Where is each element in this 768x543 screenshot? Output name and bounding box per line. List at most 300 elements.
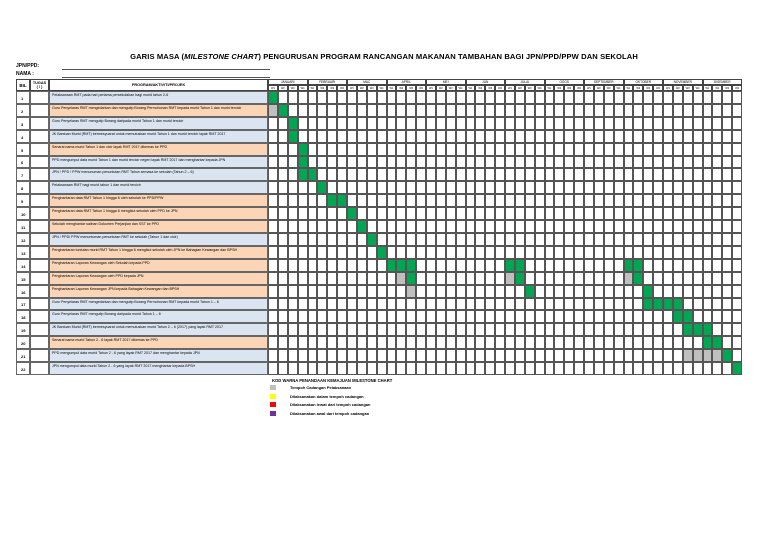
- timeline-cell: [347, 233, 357, 246]
- timeline-cell: [633, 285, 643, 298]
- timeline-cell: [456, 130, 466, 143]
- timeline-cell: [683, 91, 693, 104]
- timeline-cell: [554, 323, 564, 336]
- timeline-cell: [278, 156, 288, 169]
- timeline-cell: [436, 362, 446, 375]
- timeline-cell: [377, 323, 387, 336]
- timeline-cell: [594, 272, 604, 285]
- timeline-cell: [633, 272, 643, 285]
- timeline-cell: [357, 336, 367, 349]
- timeline-cell: [367, 143, 377, 156]
- timeline-cell: [456, 104, 466, 117]
- timeline-cell: [317, 272, 327, 285]
- timeline-cell: [377, 143, 387, 156]
- row-number: 6: [16, 156, 30, 169]
- timeline-cell: [505, 168, 515, 181]
- timeline-cell: [722, 285, 732, 298]
- timeline-cell: [554, 285, 564, 298]
- timeline-cell: [475, 246, 485, 259]
- timeline-cell: [495, 220, 505, 233]
- timeline-cell: [614, 336, 624, 349]
- timeline-cell: [337, 246, 347, 259]
- timeline-cell: [614, 323, 624, 336]
- timeline-cell: [633, 362, 643, 375]
- timeline-cell: [268, 156, 278, 169]
- timeline-cell: [446, 143, 456, 156]
- timeline-cell: [436, 233, 446, 246]
- timeline-cell: [495, 156, 505, 169]
- timeline-cell: [298, 104, 308, 117]
- timeline-cell: [308, 104, 318, 117]
- timeline-cell: [475, 130, 485, 143]
- timeline-cell: [327, 362, 337, 375]
- timeline-cell: [377, 220, 387, 233]
- timeline-cell: [347, 272, 357, 285]
- timeline-cell: [495, 285, 505, 298]
- timeline-cell: [722, 323, 732, 336]
- timeline-cell: [308, 285, 318, 298]
- timeline-cell: [327, 272, 337, 285]
- task-description: Penghantaran data RMT Tahun 1 hingga 6 oleh sekolah ke PPD/PPW: [49, 194, 268, 207]
- timeline-cell: [357, 246, 367, 259]
- timeline-cell: [495, 246, 505, 259]
- timeline-cell: [584, 168, 594, 181]
- timeline-cell: [377, 310, 387, 323]
- timeline-cell: [604, 104, 614, 117]
- timeline-cell: [436, 246, 446, 259]
- timeline-cell: [525, 323, 535, 336]
- week-header: W3: [327, 85, 337, 91]
- timeline-cell: [624, 362, 634, 375]
- timeline-cell: [633, 336, 643, 349]
- timeline-cell: [396, 207, 406, 220]
- timeline-cell: [357, 156, 367, 169]
- task-description: Penghantaran Laporan Kewangan oleh Sekolah kepada PPD: [49, 259, 268, 272]
- timeline-cell: [614, 207, 624, 220]
- timeline-cell: [722, 130, 732, 143]
- timeline-cell: [308, 117, 318, 130]
- timeline-cell: [347, 246, 357, 259]
- timeline-cell: [347, 91, 357, 104]
- timeline-cell: [663, 310, 673, 323]
- timeline-cell: [525, 246, 535, 259]
- timeline-cell: [357, 168, 367, 181]
- timeline-cell: [268, 194, 278, 207]
- timeline-cell: [712, 362, 722, 375]
- timeline-cell: [485, 310, 495, 323]
- timeline-cell: [643, 310, 653, 323]
- week-header: W4: [416, 85, 426, 91]
- timeline-cell: [436, 194, 446, 207]
- task-description: Guru Penyelaras RMT mengutip Borang daripada murid Tahun 1 dan murid tercicir: [49, 117, 268, 130]
- timeline-cell: [317, 362, 327, 375]
- timeline-cell: [377, 91, 387, 104]
- timeline-cell: [387, 91, 397, 104]
- timeline-cell: [663, 117, 673, 130]
- timeline-cell: [712, 298, 722, 311]
- timeline-cell: [288, 349, 298, 362]
- timeline-cell: [317, 181, 327, 194]
- timeline-cell: [495, 362, 505, 375]
- week-header: W3: [564, 85, 574, 91]
- timeline-cell: [545, 336, 555, 349]
- timeline-cell: [525, 117, 535, 130]
- task-description: Penghantaran Laporan Kewangan JPN kepada Bahagian Kewangan dan BPSH: [49, 285, 268, 298]
- timeline-cell: [594, 362, 604, 375]
- week-header: W4: [337, 85, 347, 91]
- timeline-cell: [505, 181, 515, 194]
- timeline-cell: [347, 194, 357, 207]
- timeline-cell: [584, 349, 594, 362]
- timeline-cell: [268, 117, 278, 130]
- timeline-cell: [712, 323, 722, 336]
- week-header: W1: [426, 85, 436, 91]
- timeline-cell: [604, 349, 614, 362]
- timeline-cell: [456, 156, 466, 169]
- timeline-cell: [604, 336, 614, 349]
- task-description: JPN / PPD / PPW menunuman penuntutan RMT Tahun semasa ke sekolah (Tahun 2 – 6): [49, 168, 268, 181]
- timeline-cell: [594, 207, 604, 220]
- timeline-cell: [446, 323, 456, 336]
- tugas-cell: [30, 168, 49, 181]
- timeline-cell: [505, 104, 515, 117]
- timeline-cell: [535, 194, 545, 207]
- timeline-cell: [367, 194, 377, 207]
- timeline-cell: [525, 156, 535, 169]
- timeline-cell: [653, 259, 663, 272]
- timeline-cell: [416, 349, 426, 362]
- timeline-cell: [337, 285, 347, 298]
- week-header: W4: [456, 85, 466, 91]
- timeline-cell: [317, 168, 327, 181]
- timeline-cell: [466, 181, 476, 194]
- timeline-cell: [387, 298, 397, 311]
- timeline-cell: [594, 143, 604, 156]
- timeline-cell: [703, 246, 713, 259]
- timeline-cell: [416, 233, 426, 246]
- timeline-cell: [673, 207, 683, 220]
- timeline-cell: [663, 336, 673, 349]
- timeline-cell: [545, 362, 555, 375]
- timeline-cell: [554, 194, 564, 207]
- timeline-cell: [347, 349, 357, 362]
- timeline-cell: [564, 130, 574, 143]
- timeline-cell: [308, 323, 318, 336]
- timeline-cell: [545, 285, 555, 298]
- timeline-cell: [337, 168, 347, 181]
- timeline-cell: [712, 310, 722, 323]
- timeline-cell: [436, 310, 446, 323]
- timeline-cell: [485, 259, 495, 272]
- timeline-cell: [268, 298, 278, 311]
- timeline-cell: [426, 194, 436, 207]
- row-number: 16: [16, 285, 30, 298]
- timeline-cell: [594, 298, 604, 311]
- timeline-cell: [406, 207, 416, 220]
- timeline-cell: [643, 181, 653, 194]
- timeline-cell: [495, 298, 505, 311]
- timeline-cell: [377, 156, 387, 169]
- timeline-cell: [624, 207, 634, 220]
- timeline-cell: [308, 130, 318, 143]
- timeline-cell: [614, 349, 624, 362]
- timeline-cell: [525, 130, 535, 143]
- tugas-cell: [30, 220, 49, 233]
- timeline-cell: [693, 298, 703, 311]
- timeline-cell: [495, 143, 505, 156]
- timeline-cell: [614, 168, 624, 181]
- timeline-cell: [722, 181, 732, 194]
- timeline-cell: [712, 285, 722, 298]
- task-description: JPN / PPD/ PPW menuntuman penuntutan RMT ke sekolah (Tahun 1 dan cicir): [49, 233, 268, 246]
- timeline-cell: [732, 207, 742, 220]
- timeline-cell: [564, 362, 574, 375]
- timeline-cell: [535, 233, 545, 246]
- timeline-cell: [446, 194, 456, 207]
- timeline-cell: [367, 362, 377, 375]
- timeline-cell: [624, 117, 634, 130]
- timeline-cell: [466, 336, 476, 349]
- tugas-cell: [30, 349, 49, 362]
- timeline-cell: [446, 298, 456, 311]
- month-header: DISEMBER: [703, 79, 743, 85]
- timeline-cell: [505, 298, 515, 311]
- week-header: W4: [298, 85, 308, 91]
- timeline-cell: [278, 194, 288, 207]
- timeline-cell: [712, 194, 722, 207]
- timeline-cell: [268, 285, 278, 298]
- month-header: OGOS: [545, 79, 585, 85]
- timeline-cell: [554, 117, 564, 130]
- timeline-cell: [584, 156, 594, 169]
- timeline-cell: [505, 143, 515, 156]
- timeline-cell: [456, 207, 466, 220]
- timeline-cell: [574, 156, 584, 169]
- timeline-cell: [584, 181, 594, 194]
- timeline-cell: [693, 259, 703, 272]
- timeline-cell: [604, 233, 614, 246]
- timeline-cell: [466, 91, 476, 104]
- week-header: W3: [604, 85, 614, 91]
- timeline-cell: [475, 323, 485, 336]
- timeline-cell: [614, 362, 624, 375]
- timeline-cell: [584, 130, 594, 143]
- timeline-cell: [574, 220, 584, 233]
- timeline-cell: [387, 104, 397, 117]
- timeline-cell: [317, 91, 327, 104]
- timeline-cell: [367, 323, 377, 336]
- timeline-cell: [347, 181, 357, 194]
- week-header: W3: [406, 85, 416, 91]
- timeline-cell: [426, 285, 436, 298]
- timeline-cell: [396, 181, 406, 194]
- row-number: 17: [16, 298, 30, 311]
- timeline-cell: [327, 156, 337, 169]
- timeline-cell: [525, 233, 535, 246]
- timeline-cell: [604, 310, 614, 323]
- timeline-cell: [466, 194, 476, 207]
- timeline-cell: [466, 285, 476, 298]
- timeline-cell: [327, 143, 337, 156]
- timeline-cell: [693, 91, 703, 104]
- timeline-cell: [633, 233, 643, 246]
- timeline-cell: [288, 259, 298, 272]
- timeline-cell: [653, 362, 663, 375]
- timeline-cell: [732, 298, 742, 311]
- timeline-cell: [505, 207, 515, 220]
- timeline-cell: [722, 194, 732, 207]
- timeline-cell: [663, 104, 673, 117]
- timeline-cell: [466, 117, 476, 130]
- timeline-cell: [466, 298, 476, 311]
- timeline-cell: [663, 91, 673, 104]
- timeline-cell: [495, 117, 505, 130]
- timeline-cell: [406, 272, 416, 285]
- timeline-cell: [367, 246, 377, 259]
- timeline-cell: [624, 272, 634, 285]
- timeline-cell: [475, 181, 485, 194]
- timeline-cell: [712, 336, 722, 349]
- timeline-cell: [732, 336, 742, 349]
- timeline-cell: [584, 117, 594, 130]
- timeline-cell: [436, 259, 446, 272]
- timeline-cell: [426, 143, 436, 156]
- timeline-cell: [387, 207, 397, 220]
- timeline-cell: [545, 168, 555, 181]
- timeline-cell: [574, 168, 584, 181]
- task-description: PPD mengumpul data murid Tahun 1 dan murid tercicir negeri layak RMT 2017 dan menghantar kepada JPN: [49, 156, 268, 169]
- timeline-cell: [604, 130, 614, 143]
- timeline-cell: [535, 181, 545, 194]
- timeline-cell: [416, 259, 426, 272]
- timeline-cell: [525, 336, 535, 349]
- timeline-cell: [416, 207, 426, 220]
- timeline-cell: [712, 220, 722, 233]
- timeline-cell: [594, 117, 604, 130]
- timeline-cell: [663, 143, 673, 156]
- timeline-cell: [673, 323, 683, 336]
- timeline-cell: [426, 349, 436, 362]
- timeline-cell: [693, 181, 703, 194]
- timeline-cell: [712, 181, 722, 194]
- timeline-cell: [367, 310, 377, 323]
- legend-swatch: [270, 394, 276, 399]
- timeline-cell: [278, 130, 288, 143]
- timeline-cell: [387, 246, 397, 259]
- timeline-cell: [396, 194, 406, 207]
- timeline-cell: [406, 246, 416, 259]
- timeline-cell: [337, 310, 347, 323]
- timeline-cell: [584, 194, 594, 207]
- row-number: 15: [16, 272, 30, 285]
- timeline-cell: [505, 310, 515, 323]
- week-header: W2: [515, 85, 525, 91]
- timeline-cell: [683, 362, 693, 375]
- timeline-cell: [367, 259, 377, 272]
- task-description: Senarai nama murid Tahun 1 dan cicir layak RMT 2017 dikemas ke PPD: [49, 143, 268, 156]
- timeline-cell: [703, 130, 713, 143]
- timeline-cell: [327, 310, 337, 323]
- legend-swatch: [270, 411, 276, 416]
- row-number: 4: [16, 130, 30, 143]
- timeline-cell: [535, 336, 545, 349]
- timeline-cell: [387, 168, 397, 181]
- timeline-cell: [426, 207, 436, 220]
- tugas-header: [30, 79, 49, 91]
- timeline-cell: [732, 104, 742, 117]
- timeline-cell: [624, 194, 634, 207]
- timeline-cell: [436, 336, 446, 349]
- timeline-cell: [426, 259, 436, 272]
- timeline-cell: [308, 233, 318, 246]
- timeline-cell: [317, 336, 327, 349]
- timeline-cell: [663, 272, 673, 285]
- tugas-cell: [30, 285, 49, 298]
- timeline-cell: [633, 349, 643, 362]
- timeline-cell: [554, 91, 564, 104]
- timeline-cell: [693, 362, 703, 375]
- timeline-cell: [268, 168, 278, 181]
- timeline-cell: [406, 349, 416, 362]
- timeline-cell: [357, 285, 367, 298]
- timeline-cell: [426, 181, 436, 194]
- timeline-cell: [288, 104, 298, 117]
- timeline-cell: [387, 143, 397, 156]
- timeline-cell: [653, 323, 663, 336]
- timeline-cell: [505, 156, 515, 169]
- week-header: W4: [732, 85, 742, 91]
- timeline-cell: [535, 220, 545, 233]
- timeline-cell: [614, 181, 624, 194]
- timeline-cell: [643, 130, 653, 143]
- timeline-cell: [416, 130, 426, 143]
- timeline-cell: [525, 362, 535, 375]
- timeline-cell: [377, 207, 387, 220]
- timeline-cell: [653, 298, 663, 311]
- timeline-cell: [633, 130, 643, 143]
- timeline-cell: [614, 194, 624, 207]
- week-header: W3: [722, 85, 732, 91]
- timeline-cell: [732, 323, 742, 336]
- timeline-cell: [367, 91, 377, 104]
- week-header: W2: [673, 85, 683, 91]
- timeline-cell: [584, 259, 594, 272]
- timeline-cell: [564, 233, 574, 246]
- timeline-cell: [485, 349, 495, 362]
- timeline-cell: [298, 143, 308, 156]
- timeline-cell: [337, 336, 347, 349]
- timeline-cell: [732, 362, 742, 375]
- timeline-cell: [475, 104, 485, 117]
- timeline-cell: [308, 259, 318, 272]
- timeline-cell: [624, 220, 634, 233]
- timeline-cell: [545, 143, 555, 156]
- timeline-cell: [367, 117, 377, 130]
- week-header: W1: [663, 85, 673, 91]
- timeline-cell: [485, 220, 495, 233]
- timeline-cell: [288, 130, 298, 143]
- timeline-cell: [466, 220, 476, 233]
- timeline-cell: [357, 143, 367, 156]
- timeline-cell: [663, 323, 673, 336]
- timeline-cell: [703, 117, 713, 130]
- timeline-cell: [466, 259, 476, 272]
- timeline-cell: [554, 272, 564, 285]
- timeline-cell: [278, 233, 288, 246]
- timeline-cell: [673, 181, 683, 194]
- timeline-cell: [673, 349, 683, 362]
- tugas-cell: [30, 362, 49, 375]
